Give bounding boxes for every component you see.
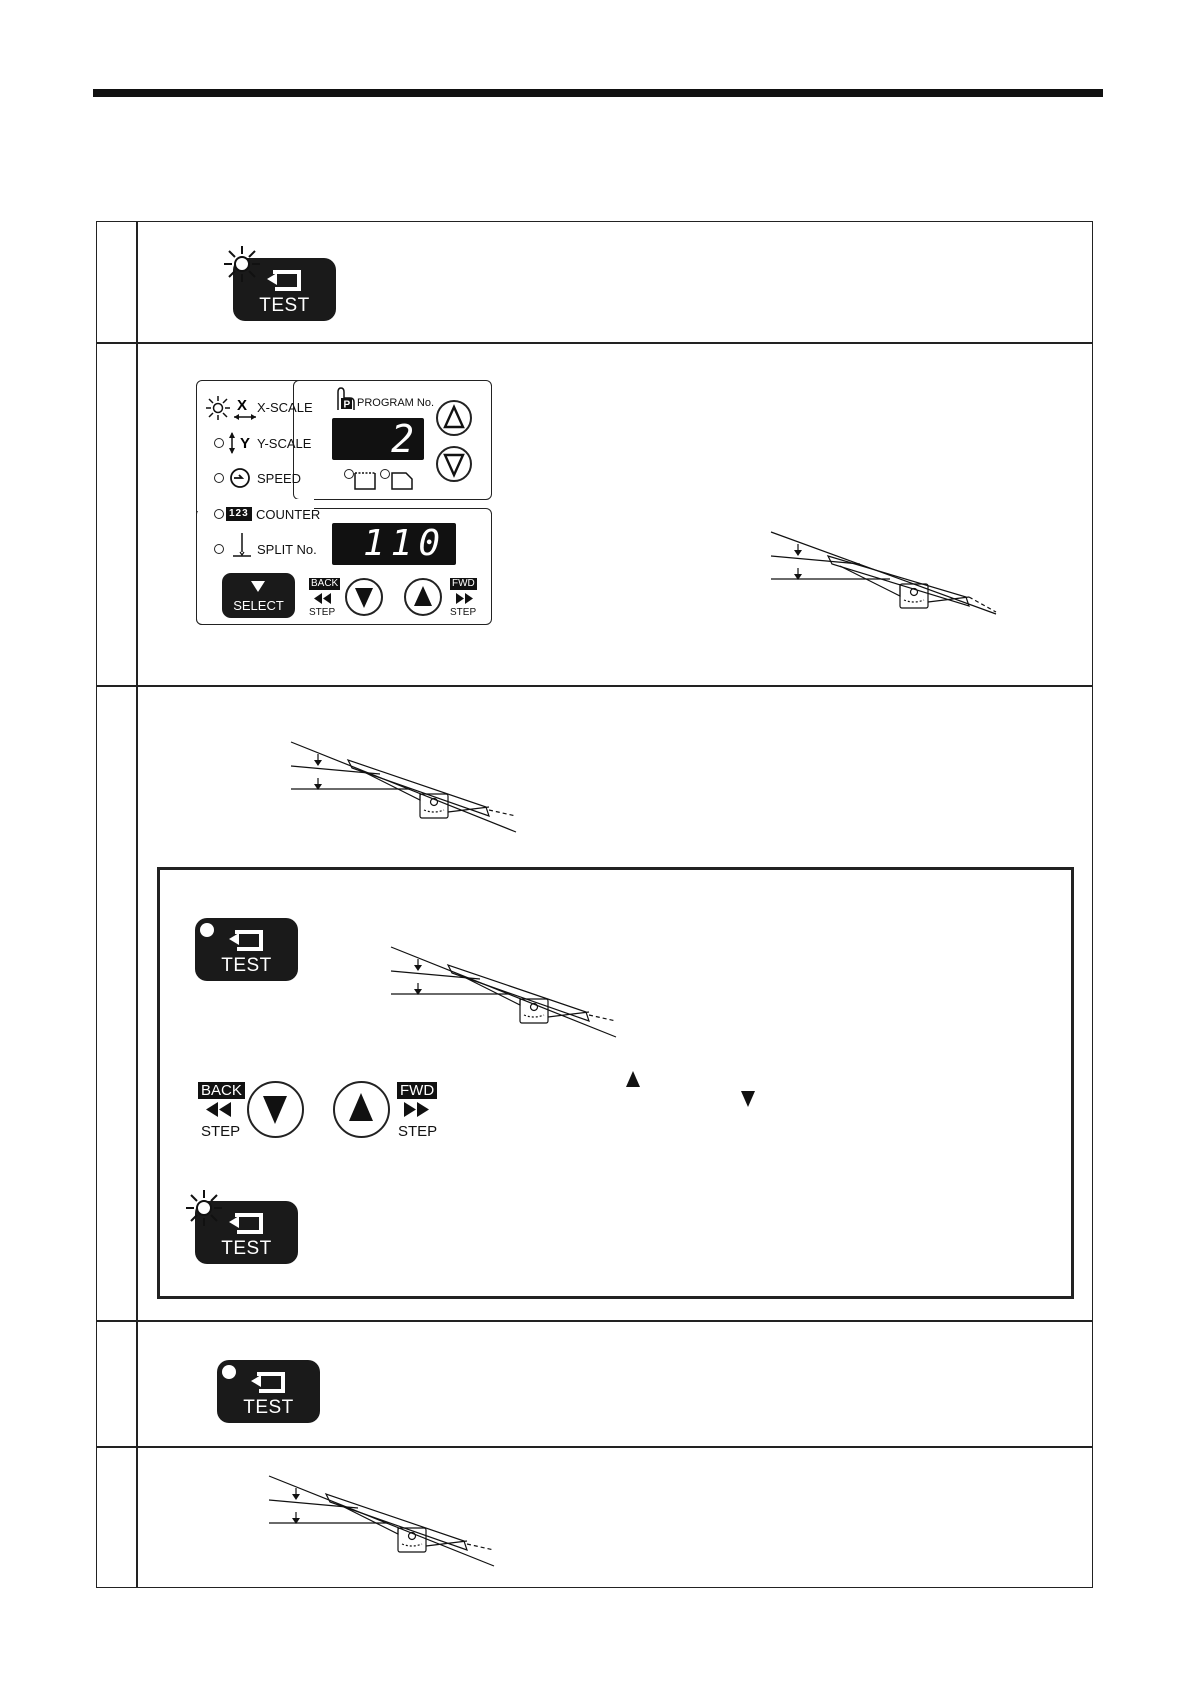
counter-label: COUNTER <box>256 507 321 522</box>
back-tag: BACK <box>198 1082 245 1099</box>
rewind-icon <box>313 593 333 604</box>
down-triangle-icon <box>250 580 266 593</box>
test-key-label: TEST <box>221 955 272 976</box>
memory-icon <box>353 471 377 491</box>
program-label: PROGRAM No. <box>357 397 435 409</box>
up-triangle-icon <box>406 580 440 614</box>
led-icon <box>222 1365 236 1379</box>
up-triangle-icon <box>438 402 470 434</box>
fwd-step-button[interactable] <box>404 578 442 616</box>
down-triangle-icon <box>438 448 470 480</box>
test-key-label: TEST <box>221 1238 272 1259</box>
split-led <box>214 544 224 554</box>
fwd-step-label: STEP <box>450 607 477 618</box>
split-label: SPLIT No. <box>257 542 317 557</box>
svg-text:P: P <box>343 399 351 411</box>
rewind-icon <box>205 1102 233 1117</box>
return-arrow-icon <box>249 1369 287 1395</box>
down-triangle-icon <box>347 580 381 614</box>
return-arrow-icon <box>227 1210 265 1236</box>
clamp-diagram-icon <box>770 530 1000 630</box>
fwd-tag: FWD <box>452 578 475 589</box>
fwd-tag: FWD <box>397 1082 437 1099</box>
yscale-led <box>214 438 224 448</box>
row-divider <box>96 342 1093 344</box>
speed-icon <box>229 467 251 489</box>
select-label: SELECT <box>233 598 284 613</box>
led-blink-icon <box>205 395 231 421</box>
test-key-label: TEST <box>259 295 310 316</box>
back-step-label: STEP <box>201 1123 241 1140</box>
return-arrow-icon <box>265 267 303 293</box>
select-key[interactable] <box>222 573 295 618</box>
counter-icon: 123 <box>226 507 252 521</box>
fast-forward-icon <box>455 593 475 604</box>
row-divider <box>96 685 1093 687</box>
card-led <box>380 469 390 479</box>
clamp-diagram-icon <box>290 740 520 840</box>
program-down-button[interactable] <box>436 446 472 482</box>
back-tag: BACK <box>311 578 339 589</box>
down-triangle-icon <box>740 1090 756 1108</box>
row-divider <box>96 1320 1093 1322</box>
speed-label: SPEED <box>257 471 302 486</box>
led-blink-icon <box>222 244 262 284</box>
test-key[interactable] <box>217 1360 320 1423</box>
xscale-label: X-SCALE <box>257 400 313 415</box>
led-icon <box>200 923 214 937</box>
svg-text:Y: Y <box>240 435 251 452</box>
yscale-label: Y-SCALE <box>257 436 312 451</box>
led-blink-icon <box>184 1188 224 1228</box>
up-triangle-icon <box>625 1070 641 1088</box>
needle-icon <box>232 532 252 558</box>
back-step-button[interactable] <box>345 578 383 616</box>
y-axis-icon <box>227 431 257 455</box>
program-display: 2 <box>332 418 424 460</box>
header-rule <box>93 89 1103 97</box>
fwd-step-label: STEP <box>398 1123 438 1140</box>
step-number-column <box>136 221 138 1588</box>
back-step-label: STEP <box>309 607 336 618</box>
clamp-diagram-icon <box>268 1474 498 1574</box>
split-display: 110 <box>332 523 456 565</box>
fast-forward-icon <box>403 1102 431 1117</box>
row-divider <box>96 1446 1093 1448</box>
down-triangle-icon <box>249 1083 301 1135</box>
speed-led <box>214 473 224 483</box>
clamp-diagram-icon <box>390 945 620 1045</box>
svg-text:X: X <box>237 397 248 414</box>
back-step-button[interactable] <box>247 1081 304 1138</box>
up-triangle-icon <box>335 1083 387 1135</box>
hand-p-icon <box>332 386 356 412</box>
return-arrow-icon <box>227 927 265 953</box>
test-key-label: TEST <box>243 1397 294 1418</box>
card-icon <box>390 471 414 491</box>
counter-led <box>214 509 224 519</box>
test-key[interactable] <box>195 918 298 981</box>
program-up-button[interactable] <box>436 400 472 436</box>
fwd-step-button[interactable] <box>333 1081 390 1138</box>
x-axis-icon <box>233 396 257 422</box>
